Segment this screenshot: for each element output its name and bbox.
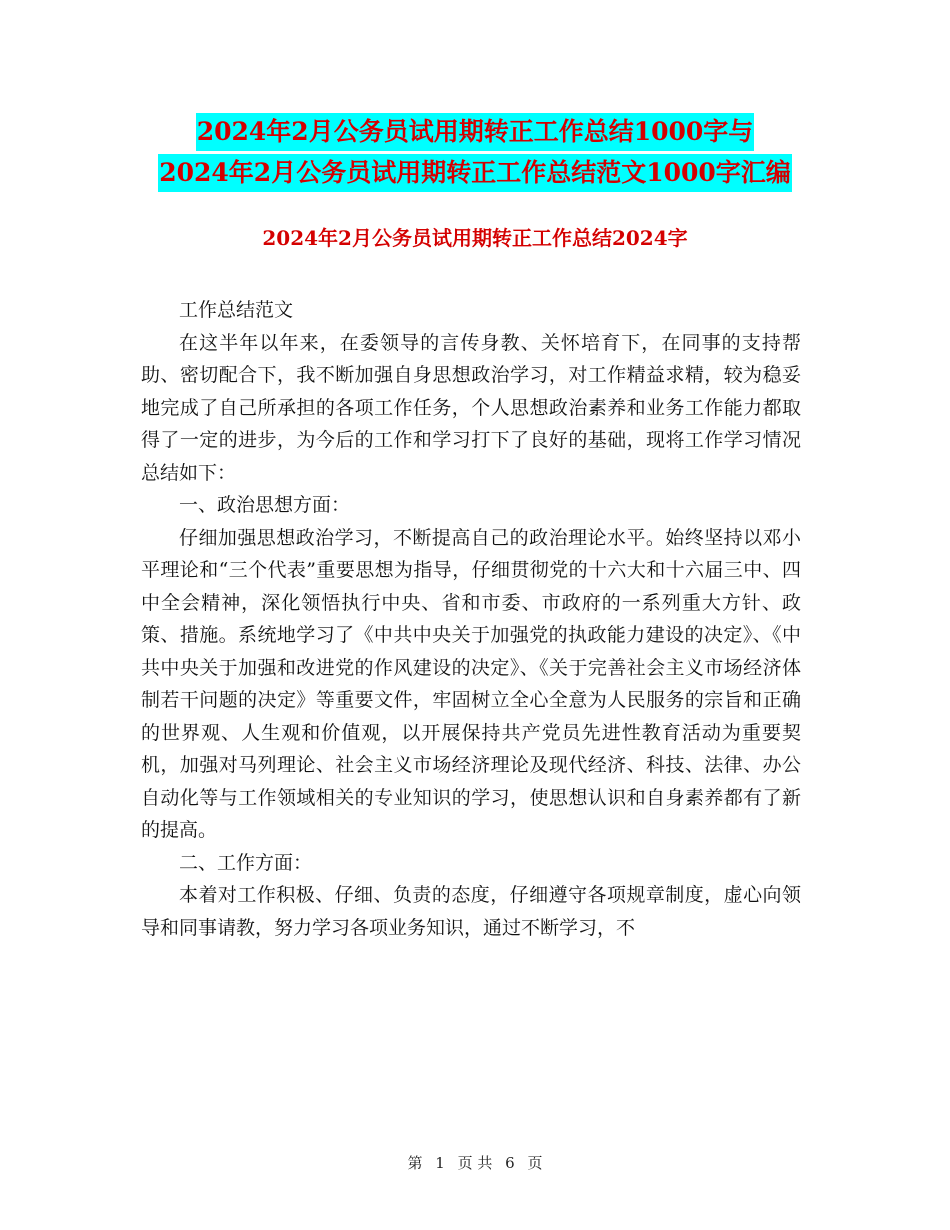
footer-total-pages: 6 xyxy=(505,1154,515,1172)
title-line-1-row xyxy=(0,113,950,151)
paragraph-section-2-heading: 二、工作方面： xyxy=(179,851,313,874)
page-footer xyxy=(0,1152,950,1173)
document-body xyxy=(141,294,801,944)
document-title-line-2: 2024年2月公务员试用期转正工作总结范文1000字汇编 xyxy=(158,154,792,192)
footer-middle: 页 共 xyxy=(457,1154,493,1172)
paragraph-section-2-body: 本着对工作积极、仔细、负责的态度，仔细遵守各项规章制度，虚心向领导和同事请教，努力学习各项业务知识，通过不断学习，不 xyxy=(141,884,801,939)
title-line-2-row xyxy=(0,154,950,192)
paragraph-intro: 在这半年以年来，在委领导的言传身教、关怀培育下，在同事的支持帮助、密切配合下，我不断加强自身思想政治学习，对工作精益求精，较为稳妥地完成了自己所承担的各项工作任务，个人思想政治素养和业务工作能力都取得了一定的进步，为今后的工作和学习打下了良好的基础，现将工作学习情况总结如下： xyxy=(141,331,801,484)
document-title-line-1: 2024年2月公务员试用期转正工作总结1000字与 xyxy=(196,113,755,151)
section-subtitle: 2024年2月公务员试用期转正工作总结2024字 xyxy=(262,226,688,250)
paragraph-section-1-body: 仔细加强思想政治学习，不断提高自己的政治理论水平。始终坚持以邓小平理论和“三个代表”重要思想为指导，仔细贯彻党的十六大和十六届三中、四中全会精神，深化领悟执行中央、省和市委、市政府的一系列重大方针、政策、措施。系统地学习了《中共中央关于加强党的执政能力建设的决定》、《中共中央关于加强和改进党的作风建设的决定》、《关于完善社会主义市场经济体制若干问题的决定》等重要文件，牢固树立全心全意为人民服务的宗旨和正确的世界观、人生观和价值观，以开展保持共产党员先进性教育活动为重要契机，加强对马列理论、社会主义市场经济理论及现代经济、科技、法律、办公自动化等与工作领域相关的专业知识的学习，使思想认识和自身素养都有了新的提高。 xyxy=(141,526,801,841)
footer-suffix: 页 xyxy=(527,1154,543,1172)
paragraph-heading: 工作总结范文 xyxy=(179,299,294,321)
footer-prefix: 第 xyxy=(407,1154,423,1172)
footer-page-number: 1 xyxy=(435,1154,445,1172)
paragraph-section-1-heading: 一、政治思想方面： xyxy=(179,494,351,516)
